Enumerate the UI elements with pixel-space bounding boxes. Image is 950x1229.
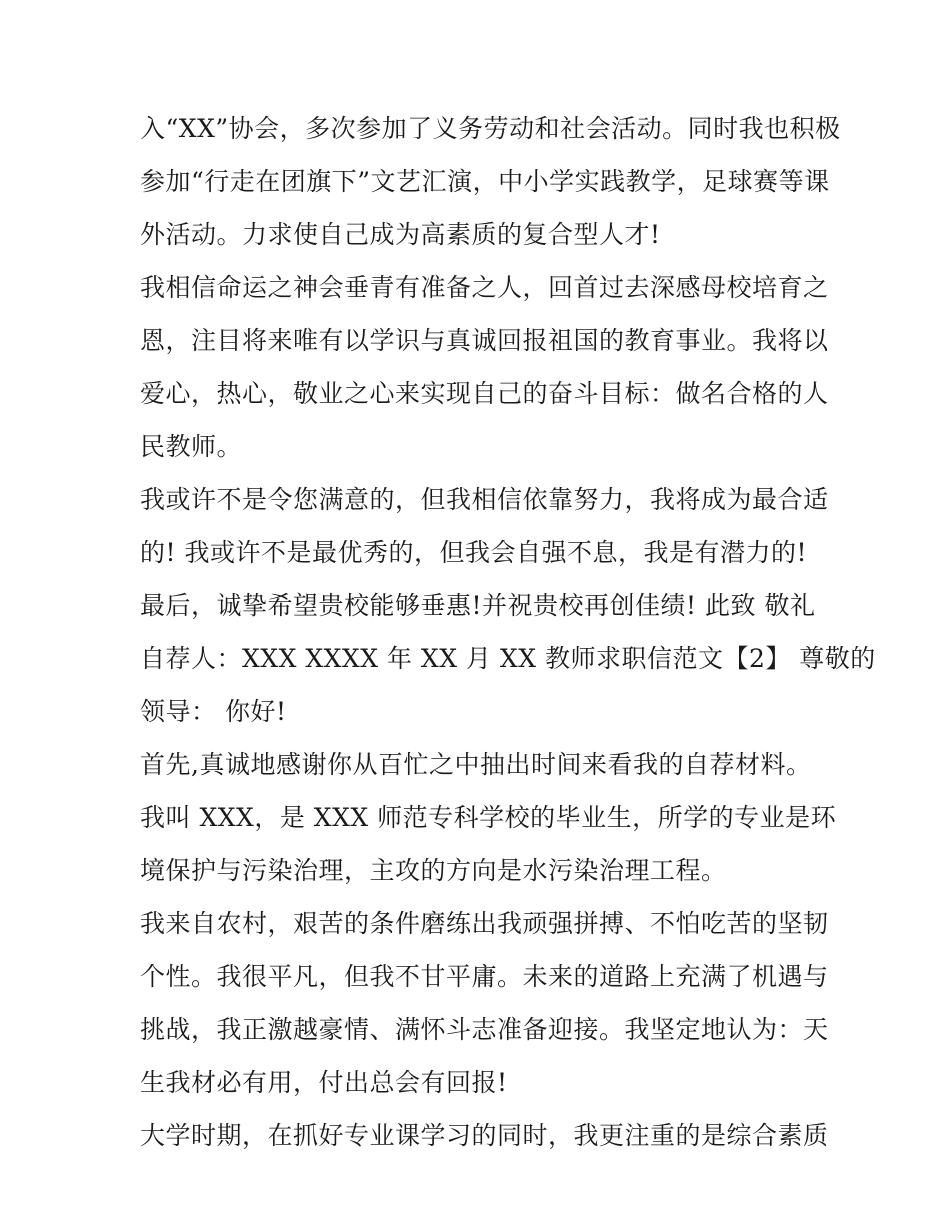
text-line: 最后，诚挚希望贵校能够垂惠!并祝贵校再创佳绩! 此致 敬礼 xyxy=(140,591,816,620)
text-line: 生我材必有用，付出总会有回报! xyxy=(140,1068,508,1097)
text-line: 我相信命运之神会垂青有准备之人，回首过去深感母校培育之 xyxy=(140,273,829,302)
text-line: 首先,真诚地感谢你从百忙之中抽出时间来看我的自荐材料。 xyxy=(140,750,812,779)
text-line: 民教师。 xyxy=(140,432,243,461)
text-line: 境保护与污染治理，主攻的方向是水污染治理工程。 xyxy=(140,856,727,885)
text-line: 大学时期，在抓好专业课学习的同时，我更注重的是综合素质 xyxy=(140,1121,829,1150)
text-line: 个性。我很平凡，但我不甘平庸。未来的道路上充满了机遇与 xyxy=(140,962,829,991)
text-line: 外活动。力求使自己成为高素质的复合型人才! xyxy=(140,220,661,249)
text-line: 的! 我或许不是最优秀的，但我会自强不息，我是有潜力的! xyxy=(140,538,808,567)
text-line: 自荐人：XXX XXXX 年 XX 月 XX 教师求职信范文【2】 尊敬的 xyxy=(140,644,876,673)
text-line: 参加“行走在团旗下”文艺汇演，中小学实践教学，足球赛等课 xyxy=(140,167,830,196)
text-line: 爱心，热心，敬业之心来实现自己的奋斗目标：做名合格的人 xyxy=(140,379,829,408)
text-line: 领导： 你好! xyxy=(140,697,287,726)
text-line: 挑战，我正激越豪情、满怀斗志准备迎接。我坚定地认为：天 xyxy=(140,1015,829,1044)
text-line: 我来自农村，艰苦的条件磨练出我顽强拼搏、不怕吃苦的坚韧 xyxy=(140,909,829,938)
text-line: 恩，注目将来唯有以学识与真诚回报祖国的教育事业。我将以 xyxy=(140,326,829,355)
text-line: 我叫 XXX，是 XXX 师范专科学校的毕业生，所学的专业是环 xyxy=(140,803,837,832)
text-line: 我或许不是令您满意的，但我相信依靠努力，我将成为最合适 xyxy=(140,485,829,514)
text-line: 入“XX”协会，多次参加了义务劳动和社会活动。同时我也积极 xyxy=(140,114,841,143)
